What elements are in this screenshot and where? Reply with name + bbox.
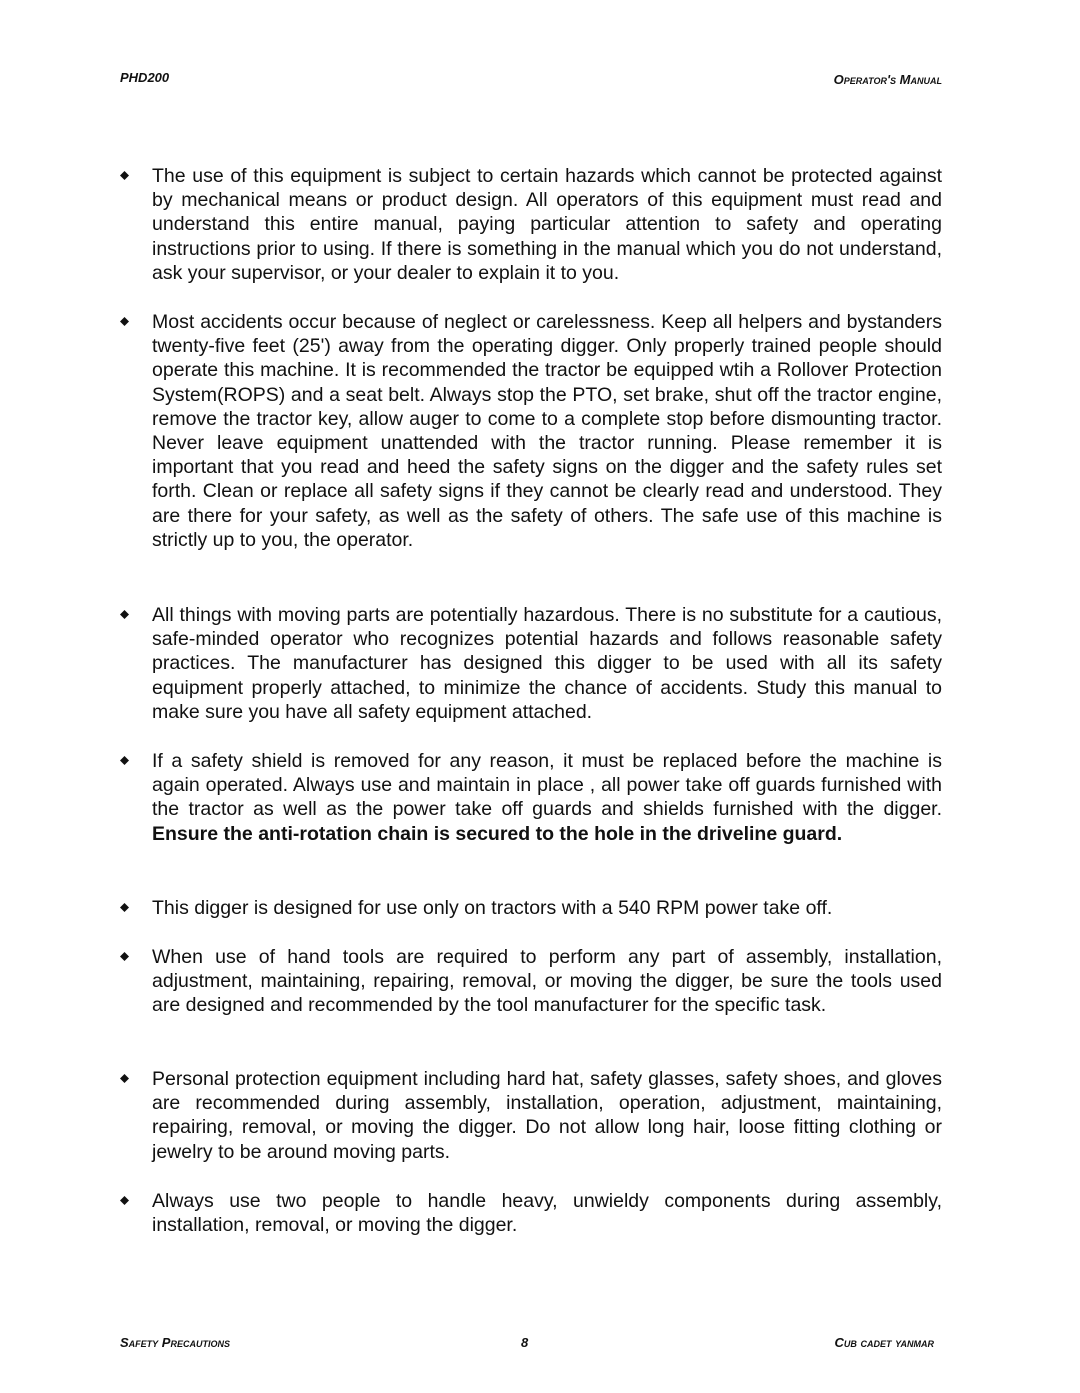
diamond-bullet-icon (120, 317, 129, 326)
diamond-bullet-icon (120, 1196, 129, 1205)
bullet-text: All things with moving parts are potentially hazardous. There is no substitute for a cautious, safe-minded operator who recognizes potential hazards and follows reasonable safety practices. The manufacturer has designed this digger to be used with all its safety equipment properly attached, to minimize the chance of accidents. Study this manual to make sure you have all safety equipment attached. (152, 604, 942, 723)
page-number: 8 (521, 1335, 529, 1350)
bullet-text: The use of this equipment is subject to certain hazards which cannot be protected against by mechanical means or product design. All operators of this equipment must read and understand this entire manual, paying particular attention to safety and operating instructions prior to using. If there is something in the manual which you do not understand, ask your supervisor, or your dealer to explain it to you. (152, 165, 942, 284)
bullet-text: This digger is designed for use only on tractors with a 540 RPM power take off. (152, 897, 833, 919)
diamond-bullet-icon (120, 1074, 129, 1083)
bullet-text: Most accidents occur because of neglect or carelessness. Keep all helpers and bystanders twenty-five feet (25') away from the operating digger. Only properly trained people should operate this machine. It is recommended the tractor be equipped wtih a Rollover Protection System(ROPS) and a seat belt. Always stop the PTO, set brake, shut off the tractor engine, remove the tractor key, allow auger to come to a complete stop before dismounting tractor. Never leave equipment unattended with the tractor running. Please remember it is important that you read and heed the safety signs on the digger and the safety rules set forth. Clean or replace all safety signs if they cannot be clearly read and understood. They are there for your safety, as well as the safety of others. The safe use of this machine is strictly up to you, the operator. (152, 311, 942, 551)
footer-section-title: Safety Precautions (120, 1335, 230, 1350)
footer-brand: Cub cadet yanmar (834, 1335, 934, 1350)
bullet-text: When use of hand tools are required to perform any part of assembly, installation, adjustment, maintaining, repairing, removal, or moving the digger, be sure the tools used are designed and recommended by the tool manufacturer for the specific task. (152, 946, 942, 1017)
bullet-text: Always use two people to handle heavy, unwieldy components during assembly, installation, removal, or moving the digger. (152, 1190, 942, 1237)
header-model: PHD200 (120, 70, 170, 85)
bullet-text-bold: Ensure the anti-rotation chain is secured to the hole in the driveline guard. (152, 822, 843, 845)
diamond-bullet-icon (120, 756, 129, 765)
bullet-text: Personal protection equipment including hard hat, safety glasses, safety shoes, and gloves are recommended during assembly, installation, operation, adjustment, maintaining, repairing, removal, or moving the digger. Do not allow long hair, loose fitting clothing or jewelry to be around moving parts. (152, 1068, 942, 1163)
bullet-text (152, 749, 942, 846)
diamond-bullet-icon (120, 171, 129, 180)
diamond-bullet-icon (120, 610, 129, 619)
diamond-bullet-icon (120, 903, 129, 912)
diamond-bullet-icon (120, 952, 129, 961)
bullet-text-regular: If a safety shield is removed for any reason, it must be replaced before the machine is again operated. Always use and maintain in place , all power take off guards furnished with the tractor as well as the power take off guards and shields furnished with the digger. (152, 750, 942, 821)
header-manual-title: Operator's Manual (833, 72, 942, 87)
